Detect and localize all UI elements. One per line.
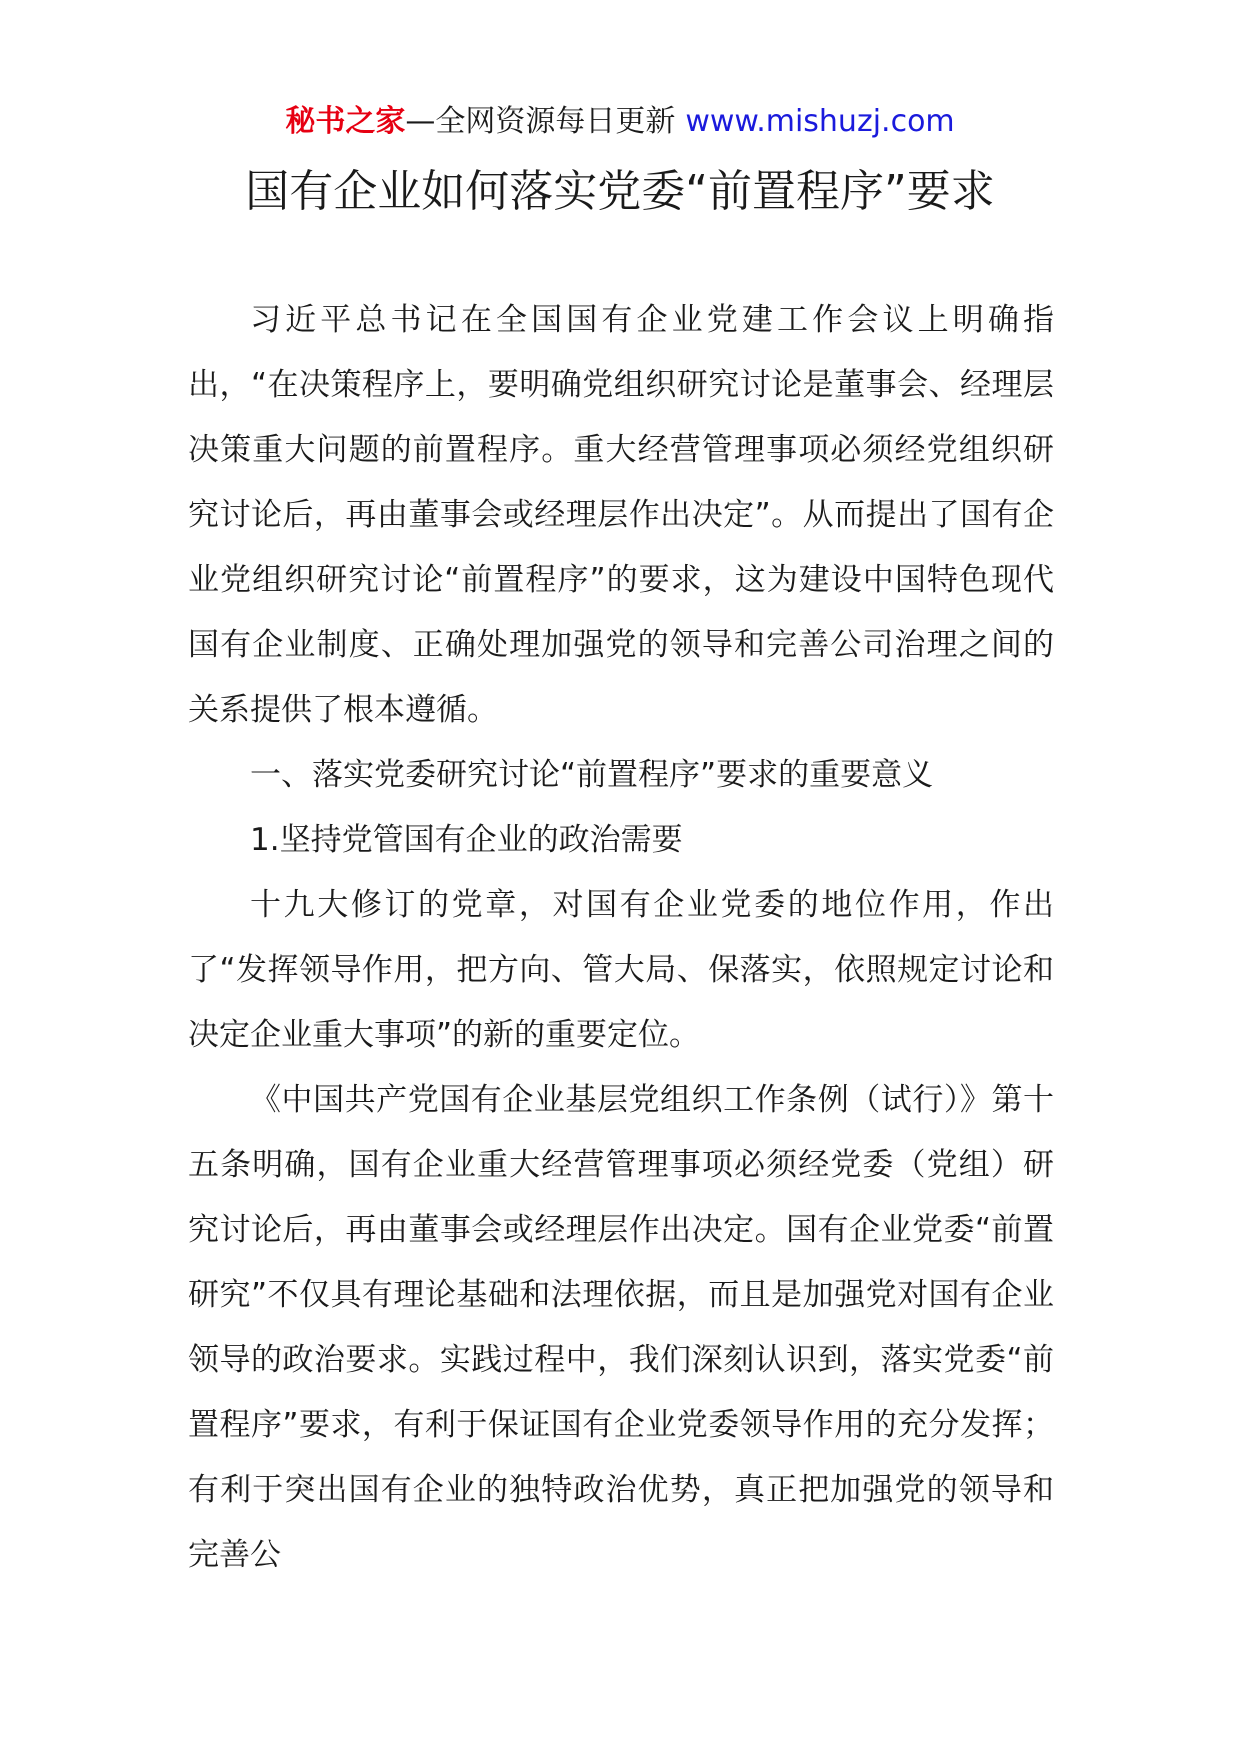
subsection-heading-1-1: 1.坚持党管国有企业的政治需要 (250, 822, 683, 858)
paragraph-regulations: 《中国共产党国有企业基层党组织工作条例（试行）》第十五条明确，国有企业重大经营管理事项必须经党委（党组）研究讨论后，再由董事会或经理层作出决定。国有企业党委“前置研究”不仅具有理论基础和法理依据，而且是加强党对国有企业领导的政治要求。实践过程中，我们深刻认识到，落实党委“前置程序”要求，有利于保证国有企业党委领导作用的充分发挥；有利于突出国有企业的独特政治优势，真正把加强党的领导和完善公 (188, 1082, 1054, 1573)
brand-name: 秘书之家 (285, 104, 406, 139)
document-body (188, 288, 1054, 1588)
header-tagline: —全网资源每日更新 (405, 104, 676, 139)
site-header (0, 100, 1240, 144)
document-title: 国有企业如何落实党委“前置程序”要求 (245, 166, 995, 217)
site-url-link[interactable]: www.mishuzj.com (685, 104, 955, 139)
paragraph-party-constitution: 十九大修订的党章，对国有企业党委的地位作用，作出了“发挥领导作用，把方向、管大局、保落实，依照规定讨论和决定企业重大事项”的新的重要定位。 (188, 887, 1054, 1053)
paragraph-intro: 习近平总书记在全国国有企业党建工作会议上明确指出，“在决策程序上，要明确党组织研究讨论是董事会、经理层决策重大问题的前置程序。重大经营管理事项必须经党组织研究讨论后，再由董事会或经理层作出决定”。从而提出了国有企业党组织研究讨论“前置程序”的要求，这为建设中国特色现代国有企业制度、正确处理加强党的领导和完善公司治理之间的关系提供了根本遵循。 (188, 302, 1054, 728)
section-heading-1: 一、落实党委研究讨论“前置程序”要求的重要意义 (250, 757, 934, 793)
